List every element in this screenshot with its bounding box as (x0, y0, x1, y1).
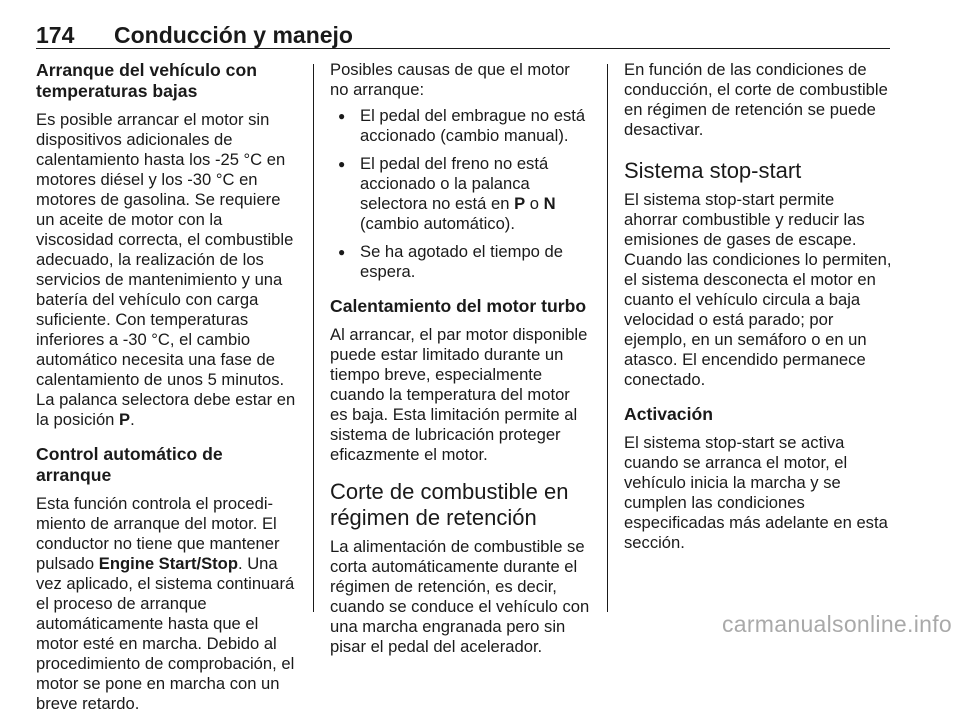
heading-fuel-cutoff: Corte de combustible en régimen de retención (330, 479, 569, 530)
list-item: ● El pedal del freno no está accionado o la palanca selectora no está en P o N (cambio automático). (330, 154, 590, 234)
paragraph-activation: El sistema stop-start se activa cuando se arranca el motor, el vehículo inicia la marcha y se cumplen las condiciones especificadas más adelante en esta sección. (624, 433, 888, 552)
column-2 (330, 60, 590, 669)
heading-cold-start: Arranque del vehículo con temperaturas bajas (36, 60, 257, 101)
paragraph-cold-start: Es posible arrancar el motor sin dispositivos adicionales de calentamiento hasta los -25 °C en motores diésel y los -30 °C en motores de gasolina. Se requiere un aceite de motor con la viscosidad correcta, el combustible adecuado, la realización de los servicios de mantenimiento y una batería del vehículo con carga suficiente. Con temperaturas inferiores a -30 °C, el cambio automático necesita una fase de calentamiento de unos 5 minutos. La palanca selectora debe estar en la posición P. (36, 110, 296, 429)
heading-activation: Activación (624, 404, 713, 424)
heading-stop-start: Sistema stop-start (624, 158, 802, 183)
column-3 (624, 60, 892, 565)
column-divider (607, 64, 608, 612)
page-header (36, 14, 890, 49)
paragraph-turbo: Al arrancar, el par motor disponible puede estar limitado durante un tiempo breve, especialmente cuando la temperatura del motor es baja. Esta limitación permite al sistema de lubricación proteger eficazmente el motor. (330, 325, 588, 464)
column-1 (36, 60, 296, 726)
paragraph-stop-start: El sistema stop-start permite ahorrar combustible y reducir las emisiones de gases de escape. Cuando las condiciones lo permiten, el sistema desconecta el motor en cuanto el vehículo circula a baja velocidad o está parado; por ejemplo, en un semáforo o en un atasco. El encendido permanece conectado. (624, 190, 892, 389)
list-item: ● Se ha agotado el tiempo de espera. (330, 242, 590, 282)
causes-list (330, 106, 590, 282)
paragraph-fuel-cutoff: La alimentación de combustible se corta automáticamente durante el régimen de retención, es decir, cuando se conduce el vehículo con una marcha engranada pero sin pisar el pedal del acelerador. (330, 537, 590, 656)
column-divider (313, 64, 314, 612)
heading-turbo: Calentamiento del motor turbo (330, 296, 587, 316)
watermark-text: carmanualsonline.info (721, 611, 952, 637)
paragraph-causes: Posibles causas de que el motor no arranque: (330, 60, 570, 99)
page-number: 174 (36, 22, 75, 48)
heading-auto-start: Control automático de arranque (36, 444, 223, 485)
list-item: ● El pedal del embrague no está accionado (cambio manual). (330, 106, 590, 146)
page-title: Conducción y manejo (114, 22, 353, 48)
paragraph-auto-start: Esta función controla el procedimiento de arranque del motor. El conductor no tiene que mantener pulsado Engine Start/Stop. Una vez aplicado, el sistema continuará el proceso de arranque automáticamente hasta que el motor esté en marcha. Debido al procedimiento de comprobación, el motor se pone en marcha con un breve retardo. (36, 494, 295, 713)
paragraph-cutoff-deactivate: En función de las condiciones de conducción, el corte de combustible en régimen de retención se puede desactivar. (624, 60, 888, 139)
